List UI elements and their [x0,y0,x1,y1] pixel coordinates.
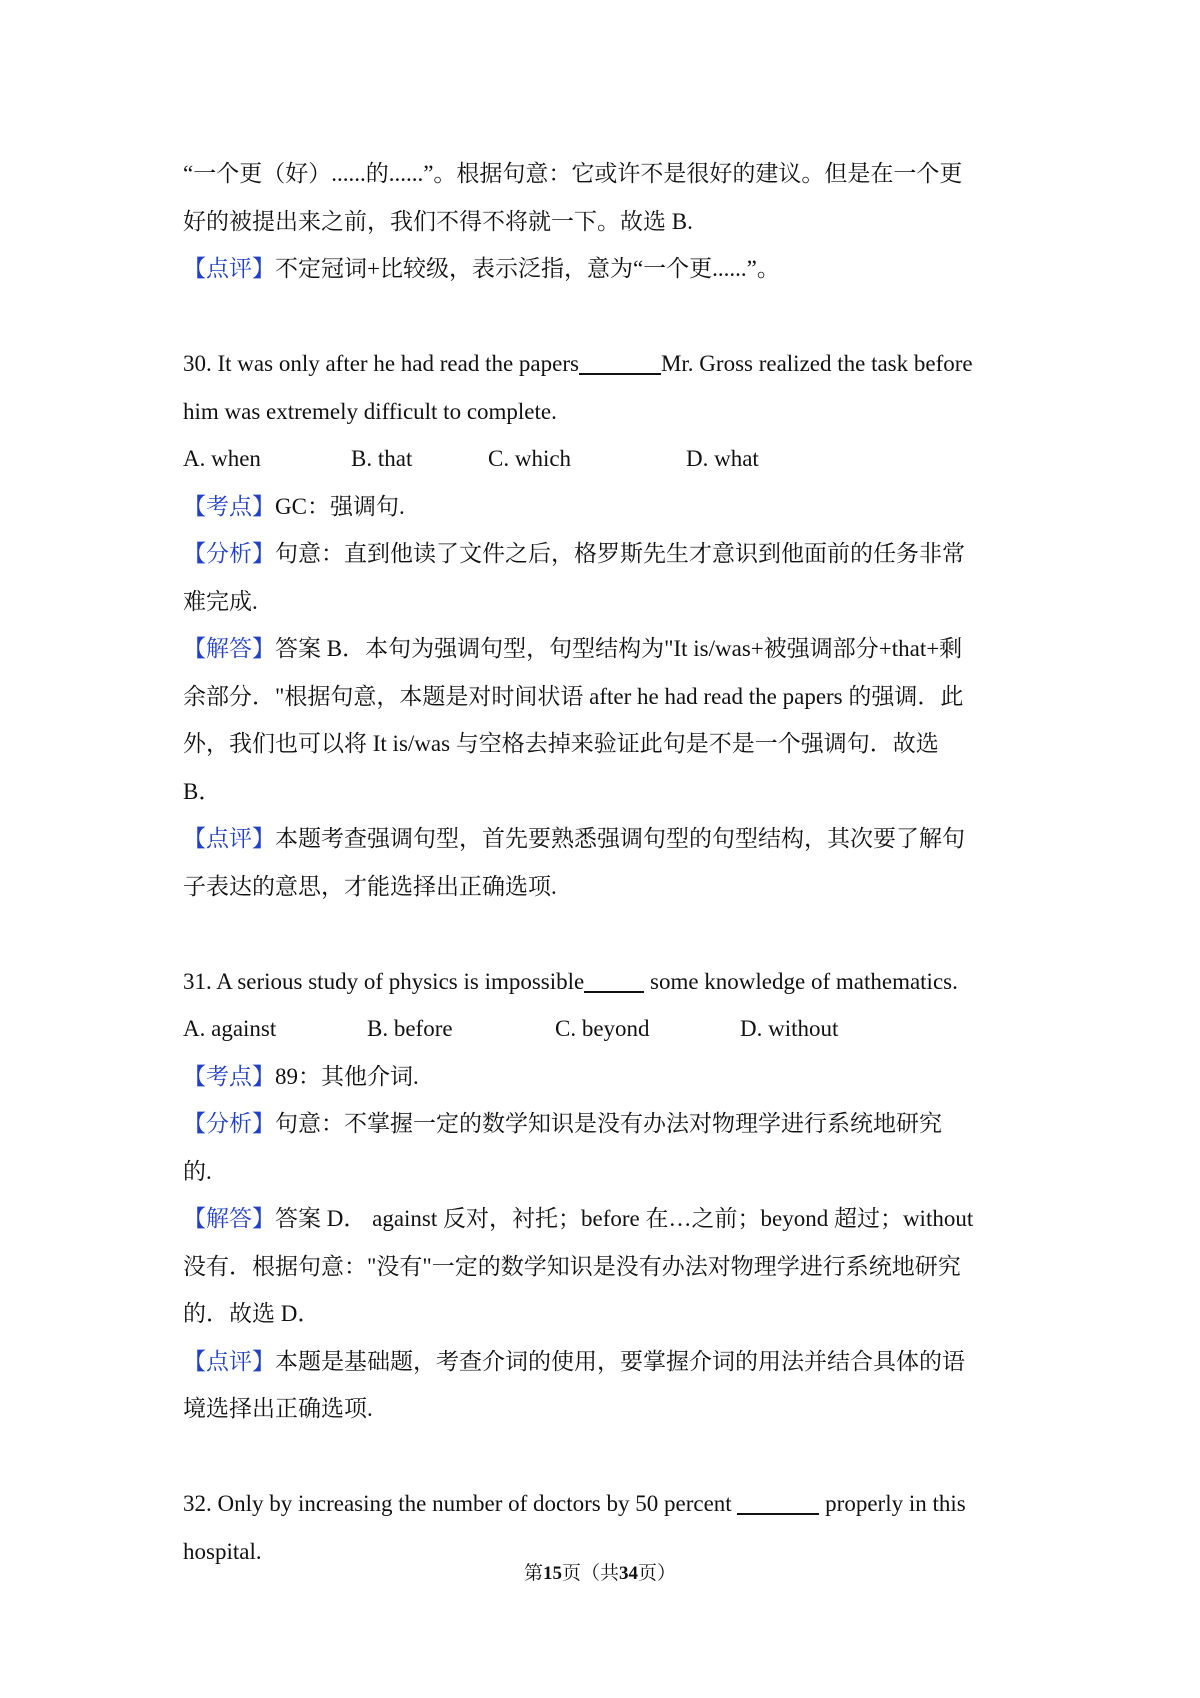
option-b: B. before [367,1016,453,1041]
paragraph: “一个更（好）......的......”。根据句意：它或许不是很好的建议。但是在一个更 [183,161,963,186]
question-stem-line: hospital. [183,1538,262,1564]
dianping-paragraph: 【点评】本题考查强调句型，首先要熟悉强调句型的句型结构，其次要了解句 [183,826,965,851]
answer-blank [579,347,661,375]
spacer [183,1433,1028,1481]
options-row [183,435,1028,483]
page-footer: 第15页（共34页） [523,1563,677,1584]
option-c: C. which [488,446,572,471]
question-stem-line: him was extremely difficult to complete. [183,398,557,424]
question-stem: 32. Only by increasing the number of doctors by 50 percent properly in this [183,1480,1028,1528]
page-number: 15 [542,1563,562,1584]
option-b: B. that [351,446,413,471]
option-a: A. when [183,446,261,471]
spacer [183,293,1028,341]
paragraph: 难完成. [183,588,258,614]
paragraph: 的．故选 D． [183,1301,321,1326]
jieda-paragraph: 【解答】答案 B．本句为强调句型，句型结构为"It is/was+被强调部分+that+剩 [183,636,963,661]
kaodian-paragraph: 【考点】GC：强调句. [183,493,405,519]
question-stem: 31. A serious study of physics is impossible some knowledge of mathematics. [183,958,1028,1006]
fenxi-paragraph: 【分析】句意：不掌握一定的数学知识是没有办法对物理学进行系统地研究 [183,1111,942,1136]
answer-blank [584,965,644,993]
option-a: A. against [183,1016,277,1041]
option-d: D. without [740,1016,839,1041]
question-30 [183,340,1028,910]
paragraph: 外，我们也可以将 It is/was 与空格去掉来验证此句是不是一个强调句．故选 [183,731,939,756]
options-row [183,1005,1028,1053]
fenxi-paragraph: 【分析】句意：直到他读了文件之后，格罗斯先生才意识到他面前的任务非常 [183,541,965,566]
option-c: C. beyond [555,1016,650,1041]
paragraph: 的. [183,1158,212,1184]
dianping-tag: 【点评】 [183,1348,275,1374]
kaodian-tag: 【考点】 [183,493,275,519]
fenxi-tag: 【分析】 [183,541,275,566]
comment-paragraph [183,245,1028,293]
kaodian-paragraph: 【考点】89：其他介词. [183,1063,419,1089]
page-total: 34 [619,1563,638,1584]
comment-text: 不定冠词+比较级，表示泛指，意为“一个更......”。 [275,256,780,281]
jieda-tag: 【解答】 [183,636,275,661]
fenxi-tag: 【分析】 [183,1111,275,1136]
jieda-tag: 【解答】 [183,1206,275,1231]
jieda-paragraph: 【解答】答案 D． against 反对，衬托；before 在…之前；beyond 超过；without [183,1206,974,1231]
paragraph: 没有．根据句意："没有"一定的数学知识是没有办法对物理学进行系统地研究 [183,1253,961,1279]
comment-tag: 【点评】 [183,256,275,281]
spacer [183,910,1028,958]
dianping-paragraph: 【点评】本题是基础题，考查介词的使用，要掌握介词的用法并结合具体的语 [183,1348,965,1374]
paragraph: 境选择出正确选项. [183,1396,373,1421]
paragraph: 好的被提出来之前，我们不得不将就一下。故选 B. [183,208,693,234]
dianping-tag: 【点评】 [183,826,275,851]
previous-question-tail [183,150,1028,293]
question-stem: 30. It was only after he had read the papers Mr. Gross realized the task before [183,340,1028,388]
paragraph: B． [183,778,222,804]
paragraph: 余部分．"根据句意，本题是对时间状语 after he had read the papers 的强调．此 [183,683,964,709]
document-page [183,150,1028,1575]
question-31 [183,958,1028,1433]
kaodian-tag: 【考点】 [183,1063,275,1089]
answer-blank [737,1487,819,1515]
paragraph: 子表达的意思，才能选择出正确选项. [183,873,557,899]
option-d: D. what [686,446,759,471]
